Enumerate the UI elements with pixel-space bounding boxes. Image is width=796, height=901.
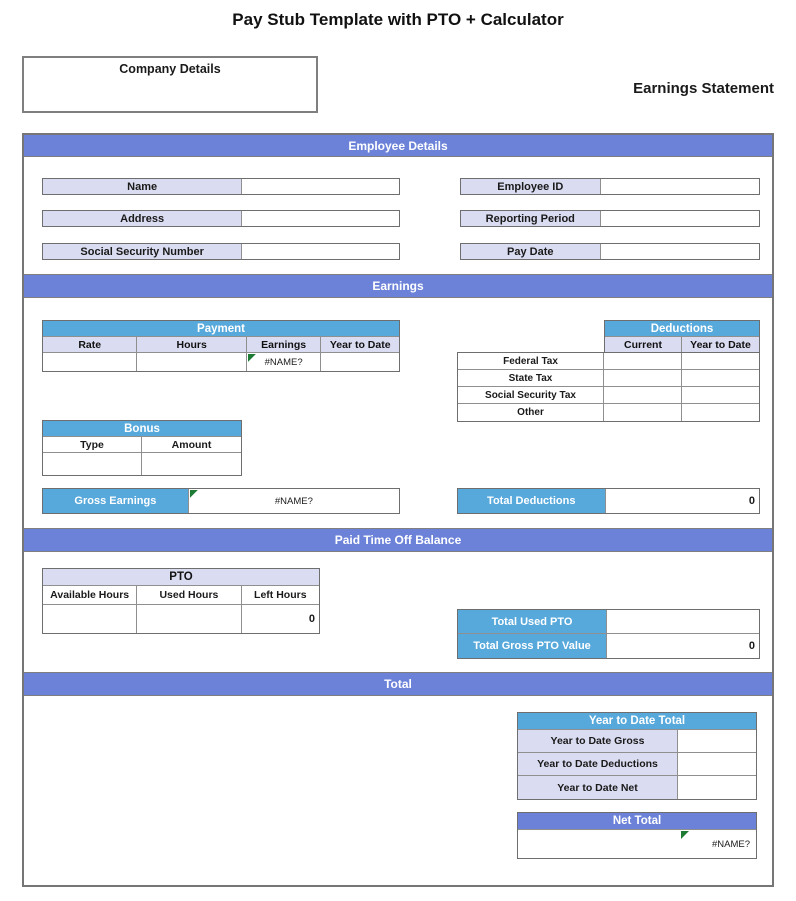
pay-stub-sheet xyxy=(22,133,774,887)
employee-id-input[interactable] xyxy=(601,179,759,194)
total-gross-pto-label: Total Gross PTO Value xyxy=(458,634,607,658)
section-header-earnings: Earnings xyxy=(24,274,772,298)
bonus-col-amount: Amount xyxy=(142,437,241,453)
total-gross-pto-value-cell[interactable]: 0 xyxy=(607,634,759,658)
name-label: Name xyxy=(43,179,242,194)
deduction-other-ytd-cell[interactable] xyxy=(682,404,759,421)
ytd-deductions-label: Year to Date Deductions xyxy=(518,753,678,776)
pto-table xyxy=(42,568,320,634)
address-label: Address xyxy=(43,211,242,226)
total-used-pto-label: Total Used PTO xyxy=(458,610,607,634)
payment-earnings-cell[interactable] xyxy=(247,353,322,371)
deductions-col-ytd: Year to Date xyxy=(682,337,759,353)
reporting-period-label: Reporting Period xyxy=(461,211,601,226)
section-header-employee-details: Employee Details xyxy=(24,135,772,157)
deduction-row-label: Federal Tax xyxy=(458,353,604,370)
payment-col-rate: Rate xyxy=(43,337,137,353)
field-reporting-period xyxy=(460,210,760,227)
pto-table-title: PTO xyxy=(43,569,319,586)
pto-used-cell[interactable] xyxy=(137,605,241,633)
ssn-label: Social Security Number xyxy=(43,244,242,259)
deductions-col-current: Current xyxy=(605,337,682,353)
deduction-other-current-cell[interactable] xyxy=(604,404,681,421)
deduction-ss-current-cell[interactable] xyxy=(604,387,681,404)
deductions-table-title: Deductions xyxy=(605,321,759,337)
gross-earnings-row xyxy=(42,488,400,514)
payment-table xyxy=(42,320,400,372)
net-total-table xyxy=(517,812,757,859)
ytd-total-title: Year to Date Total xyxy=(518,713,756,730)
net-total-value-cell[interactable] xyxy=(518,830,756,858)
total-deductions-row xyxy=(457,488,760,514)
section-header-pto: Paid Time Off Balance xyxy=(24,528,772,552)
pto-col-left: Left Hours xyxy=(242,586,319,605)
payment-col-ytd: Year to Date xyxy=(321,337,399,353)
page-title: Pay Stub Template with PTO + Calculator xyxy=(232,10,564,29)
ytd-gross-value-cell[interactable] xyxy=(678,730,756,753)
field-pay-date xyxy=(460,243,760,260)
deduction-row-label: Other xyxy=(458,404,604,421)
deduction-state-current-cell[interactable] xyxy=(604,370,681,387)
error-indicator-icon xyxy=(681,831,689,839)
deduction-ss-ytd-cell[interactable] xyxy=(682,387,759,404)
payment-table-title: Payment xyxy=(43,321,399,337)
section-header-total: Total xyxy=(24,672,772,696)
deductions-table xyxy=(457,352,760,422)
address-input[interactable] xyxy=(242,211,399,226)
gross-earnings-value-cell[interactable] xyxy=(189,489,399,513)
ytd-net-value-cell[interactable] xyxy=(678,776,756,799)
deduction-row-label: State Tax xyxy=(458,370,604,387)
field-address xyxy=(42,210,400,227)
field-ssn xyxy=(42,243,400,260)
gross-earnings-error: #NAME? xyxy=(274,495,313,507)
total-deductions-label: Total Deductions xyxy=(458,489,606,513)
pay-date-input[interactable] xyxy=(601,244,759,259)
pto-available-cell[interactable] xyxy=(43,605,137,633)
payment-col-earnings: Earnings xyxy=(247,337,322,353)
net-total-error: #NAME? xyxy=(711,838,750,850)
deductions-header xyxy=(604,320,760,353)
bonus-col-type: Type xyxy=(43,437,142,453)
deduction-federal-ytd-cell[interactable] xyxy=(682,353,759,370)
earnings-statement-title: Earnings Statement xyxy=(633,80,774,97)
ssn-input[interactable] xyxy=(242,244,399,259)
deduction-federal-current-cell[interactable] xyxy=(604,353,681,370)
payment-col-hours: Hours xyxy=(137,337,246,353)
payment-earnings-error: #NAME? xyxy=(264,356,303,368)
payment-hours-cell[interactable] xyxy=(137,353,246,371)
ytd-total-table xyxy=(517,712,757,800)
deduction-row-label: Social Security Tax xyxy=(458,387,604,404)
ytd-deductions-value-cell[interactable] xyxy=(678,753,756,776)
employee-id-label: Employee ID xyxy=(461,179,601,194)
pto-col-used: Used Hours xyxy=(137,586,241,605)
net-total-title: Net Total xyxy=(518,813,756,830)
ytd-gross-label: Year to Date Gross xyxy=(518,730,678,753)
bonus-type-cell[interactable] xyxy=(43,453,142,475)
reporting-period-input[interactable] xyxy=(601,211,759,226)
pto-col-available: Available Hours xyxy=(43,586,137,605)
company-details-box[interactable] xyxy=(22,56,318,113)
bonus-table xyxy=(42,420,242,476)
pto-left-cell[interactable]: 0 xyxy=(242,605,319,633)
bonus-amount-cell[interactable] xyxy=(142,453,241,475)
gross-earnings-label: Gross Earnings xyxy=(43,489,189,513)
error-indicator-icon xyxy=(248,354,256,362)
total-used-pto-value-cell[interactable] xyxy=(607,610,759,634)
total-deductions-value-cell[interactable]: 0 xyxy=(606,489,759,513)
pto-totals-table xyxy=(457,609,760,659)
company-details-label: Company Details xyxy=(119,62,221,76)
bonus-table-title: Bonus xyxy=(43,421,241,437)
pay-date-label: Pay Date xyxy=(461,244,601,259)
name-input[interactable] xyxy=(242,179,399,194)
payment-rate-cell[interactable] xyxy=(43,353,137,371)
deduction-state-ytd-cell[interactable] xyxy=(682,370,759,387)
error-indicator-icon xyxy=(190,490,198,498)
field-employee-id xyxy=(460,178,760,195)
payment-ytd-cell[interactable] xyxy=(321,353,399,371)
field-name xyxy=(42,178,400,195)
ytd-net-label: Year to Date Net xyxy=(518,776,678,799)
